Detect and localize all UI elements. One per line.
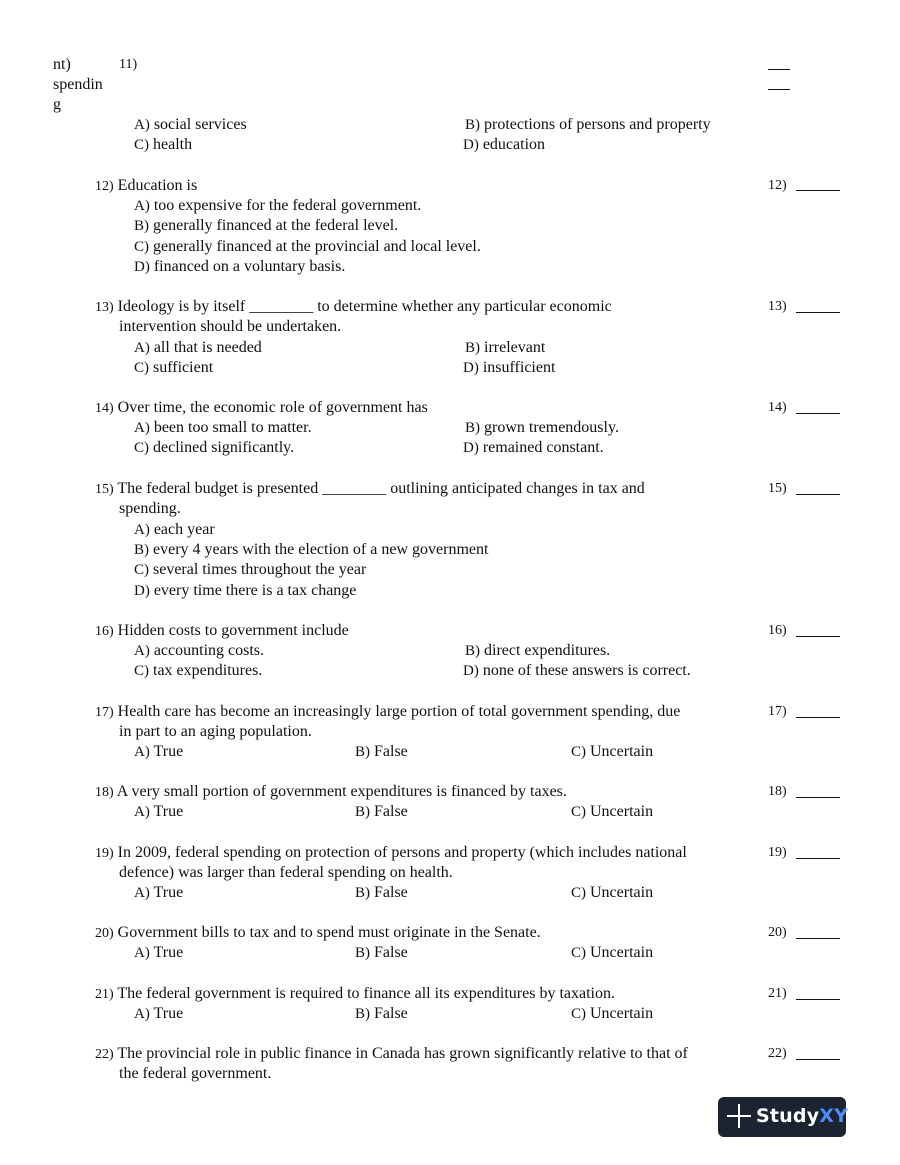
answer-label: 22) [768, 1046, 787, 1061]
studyxy-logo[interactable] [718, 1097, 849, 1137]
question-stem: 21) The federal government is required to finance all its expenditures by taxation. [95, 985, 615, 1002]
plus-icon [727, 1104, 751, 1128]
question-number: 11) [119, 57, 138, 72]
option-a: A) True [134, 944, 184, 961]
option-a: A) True [134, 803, 184, 820]
question-stem-continued: intervention should be undertaken. [119, 318, 342, 335]
question-stem-continued: spending. [119, 500, 181, 517]
answer-blank[interactable] [796, 413, 840, 414]
question-stem: 17) Health care has become an increasingly large portion of total government spending, due [95, 703, 681, 720]
option-a: A) True [134, 743, 184, 760]
question-stem: 14) Over time, the economic role of government has [95, 399, 428, 416]
question-stem: 20) Government bills to tax and to spend must originate in the Senate. [95, 924, 541, 941]
option-b: B) every 4 years with the election of a new government [134, 541, 489, 558]
option-a: A) each year [134, 521, 215, 538]
option-c: C) generally financed at the provincial and local level. [134, 238, 481, 255]
option-d: D) financed on a voluntary basis. [134, 258, 346, 275]
answer-label: 17) [768, 704, 787, 719]
header-fragment-line1: nt) [53, 56, 71, 73]
option-b: B) direct expenditures. [465, 642, 611, 659]
option-c: C) tax expenditures. [134, 662, 263, 679]
option-b: B) False [355, 944, 408, 961]
answer-label: 12) [768, 178, 787, 193]
option-a: A) too expensive for the federal government. [134, 197, 422, 214]
question-stem-continued: in part to an aging population. [119, 723, 312, 740]
question-stem-continued: defence) was larger than federal spending on health. [119, 864, 453, 881]
option-a: A) accounting costs. [134, 642, 265, 659]
question-stem: 16) Hidden costs to government include [95, 622, 349, 639]
question-stem: 12) Education is [95, 177, 198, 194]
answer-label: 18) [768, 784, 787, 799]
answer-blank[interactable] [796, 636, 840, 637]
answer-label: 20) [768, 925, 787, 940]
answer-label: 21) [768, 986, 787, 1001]
answer-label: 15) [768, 481, 787, 496]
answer-blank[interactable] [796, 717, 840, 718]
option-b: B) grown tremendously. [465, 419, 619, 436]
option-b: B) protections of persons and property [465, 116, 711, 133]
answer-label: 13) [768, 299, 787, 314]
option-d: D) remained constant. [463, 439, 604, 456]
option-b: B) irrelevant [465, 339, 546, 356]
option-d: D) none of these answers is correct. [463, 662, 691, 679]
answer-label: 14) [768, 400, 787, 415]
option-b: B) False [355, 803, 408, 820]
option-c: C) sufficient [134, 359, 214, 376]
option-d: D) every time there is a tax change [134, 582, 357, 599]
option-b: B) False [355, 884, 408, 901]
answer-blank[interactable] [796, 858, 840, 859]
question-stem: 19) In 2009, federal spending on protection of persons and property (which includes national [95, 844, 687, 861]
option-a: A) all that is needed [134, 339, 262, 356]
logo-wordmark: StudyXY [756, 1105, 849, 1127]
option-c: C) several times throughout the year [134, 561, 367, 578]
header-fragment-line3: g [53, 96, 61, 113]
option-b: B) generally financed at the federal level. [134, 217, 399, 234]
option-a: A) True [134, 884, 184, 901]
header-fragment-line2: spendin [53, 76, 103, 93]
answer-blank[interactable] [796, 494, 840, 495]
option-c: C) Uncertain [571, 884, 654, 901]
option-c: C) declined significantly. [134, 439, 295, 456]
answer-label: 19) [768, 845, 787, 860]
question-stem: 15) The federal budget is presented ________ outlining anticipated changes in tax and [95, 480, 645, 497]
option-c: C) Uncertain [571, 803, 654, 820]
option-a: A) been too small to matter. [134, 419, 312, 436]
answer-blank[interactable] [796, 999, 840, 1000]
option-c: C) Uncertain [571, 1005, 654, 1022]
answer-blank[interactable] [796, 938, 840, 939]
answer-blank[interactable] [796, 190, 840, 191]
question-stem: 13) Ideology is by itself ________ to determine whether any particular economic [95, 298, 612, 315]
answer-blank[interactable] [768, 69, 790, 70]
option-b: B) False [355, 1005, 408, 1022]
option-c: C) Uncertain [571, 944, 654, 961]
answer-blank[interactable] [796, 312, 840, 313]
option-d: D) education [463, 136, 546, 153]
option-b: B) False [355, 743, 408, 760]
answer-label: 16) [768, 623, 787, 638]
question-stem: 22) The provincial role in public finance in Canada has grown significantly relative to that of [95, 1045, 688, 1062]
question-stem: 18) A very small portion of government expenditures is financed by taxes. [95, 783, 567, 800]
option-a: A) social services [134, 116, 247, 133]
answer-blank[interactable] [768, 89, 790, 90]
question-stem-continued: the federal government. [119, 1065, 272, 1082]
option-d: D) insufficient [463, 359, 556, 376]
option-c: C) health [134, 136, 193, 153]
option-c: C) Uncertain [571, 743, 654, 760]
option-a: A) True [134, 1005, 184, 1022]
answer-blank[interactable] [796, 797, 840, 798]
answer-blank[interactable] [796, 1059, 840, 1060]
